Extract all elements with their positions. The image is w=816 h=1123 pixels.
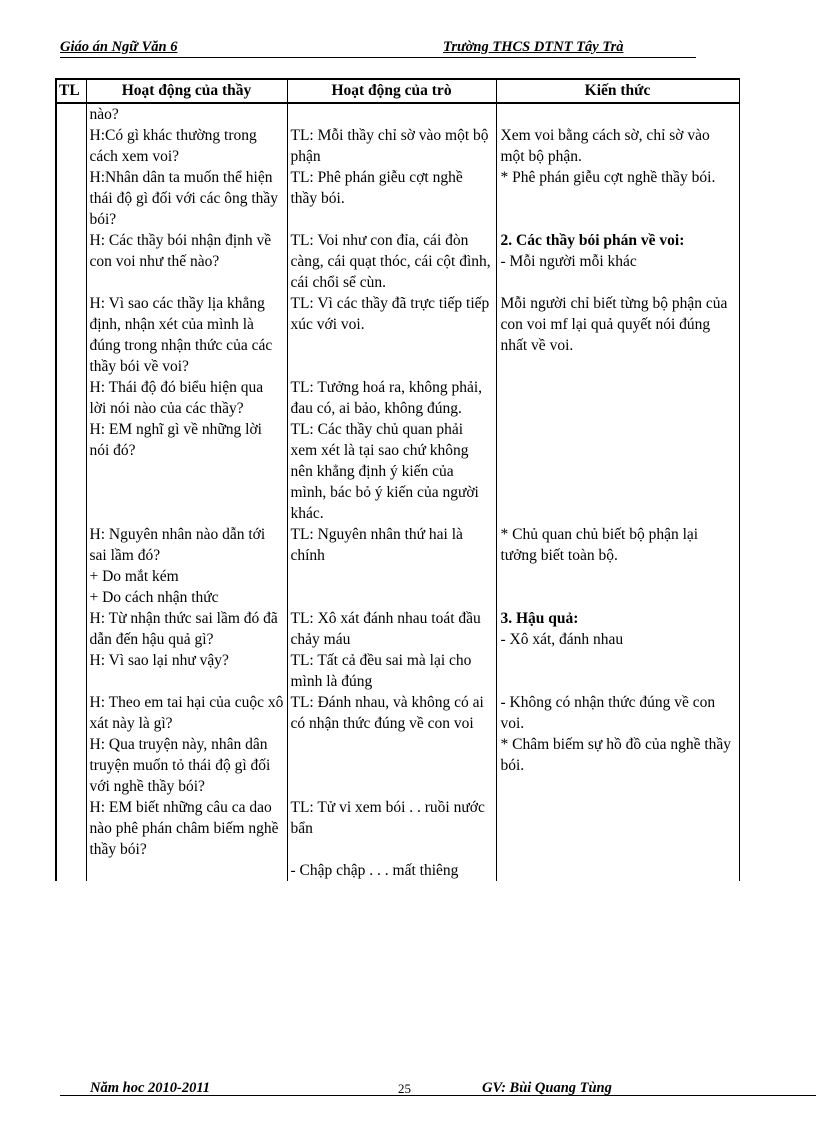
col-header-teacher: Hoạt động của thầy [86,79,287,103]
lesson-table [55,78,740,881]
cell-knowledge [496,230,739,293]
cell-student: TL: Voi như con đỉa, cái đòn càng, cái quạt thóc, cái cột đình, cái chổi sể cùn. [287,230,496,293]
cell-tl [56,103,86,230]
col-header-tl: TL [56,79,86,103]
cell-tl [56,608,86,650]
cell-tl [56,734,86,797]
cell-knowledge [496,377,739,524]
cell-teacher: H: Các thầy bói nhận định về con voi như thế nào? [86,230,287,293]
header-school: Trường THCS DTNT Tây Trà [443,39,624,55]
table-row [56,797,739,860]
cell-teacher: H: Nguyên nhân nào dẫn tới sai lầm đó? + Do mắt kém + Do cách nhận thức [86,524,287,608]
page-number: 25 [398,1081,411,1096]
cell-student [287,734,496,797]
cell-knowledge [496,692,739,734]
cell-teacher: H: Vì sao các thầy lịa khẳng định, nhận xét của mình là đúng trong nhận thức của các thầy bói về voi? [86,293,287,377]
cell-teacher [86,860,287,881]
cell-student: TL: Tử vi xem bói . . ruồi nước bẩn [287,797,496,860]
col-header-student: Hoạt động của trò [287,79,496,103]
knowledge-text: Xem voi bằng cách sờ, chỉ sờ vào một bộ phận. * Phê phán giễu cợt nghề thầy bói. [500,127,716,186]
table-header-row [56,79,739,103]
footer-rule [60,1095,816,1096]
cell-tl [56,230,86,293]
table-row [56,734,739,797]
cell-tl [56,797,86,860]
knowledge-text: - Không có nhận thức đúng về con voi. [500,694,719,732]
cell-teacher: H: EM biết những câu ca dao nào phê phán châm biếm nghề thầy bói? [86,797,287,860]
cell-teacher: nào? H:Có gì khác thường trong cách xem voi? H:Nhân dân ta muốn thể hiện thái độ gì đối với các ông thầy bói? [86,103,287,230]
table-body [56,103,739,881]
cell-knowledge [496,734,739,797]
cell-knowledge [496,797,739,860]
knowledge-heading: 2. Các thầy bói phán về voi: [500,232,685,249]
knowledge-text: - Xô xát, đánh nhau [500,631,624,648]
cell-knowledge [496,103,739,230]
cell-tl [56,293,86,377]
table-row [56,650,739,692]
cell-knowledge [496,293,739,377]
cell-student: TL: Xô xát đánh nhau toát đầu chảy máu [287,608,496,650]
cell-knowledge [496,860,739,881]
header-rule [60,57,696,58]
cell-knowledge [496,650,739,692]
knowledge-text: Mỗi người chỉ biết từng bộ phận của con voi mf lại quả quyết nói đúng nhất về voi. [500,295,732,354]
cell-student: - Chập chập . . . mất thiêng [287,860,496,881]
cell-teacher: H: Từ nhận thức sai lầm đó đã dẫn đến hậu quả gì? [86,608,287,650]
knowledge-text: - Mỗi người mỗi khác [500,253,637,270]
cell-tl [56,692,86,734]
cell-tl [56,524,86,608]
cell-student: TL: Tất cả đều sai mà lại cho mình là đúng [287,650,496,692]
cell-knowledge [496,608,739,650]
table-row [56,103,739,230]
cell-teacher: H: Qua truyện này, nhân dân truyện muốn tỏ thái độ gì đối với nghề thầy bói? [86,734,287,797]
cell-tl [56,860,86,881]
cell-student: TL: Tưởng hoá ra, không phải, đau có, ai bảo, không đúng. TL: Các thầy chủ quan phải xem xét là tại sao chứ không nên khẳng định ý kiến của mình, bác bỏ ý kiến của người khác. [287,377,496,524]
cell-teacher: H: Vì sao lại như vậy? [86,650,287,692]
cell-teacher: H: Thái độ đó biểu hiện qua lời nói nào của các thầy? H: EM nghĩ gì về những lời nói đó? [86,377,287,524]
table-row [56,524,739,608]
col-header-knowledge: Kiến thức [496,79,739,103]
cell-student: TL: Nguyên nhân thứ hai là chính [287,524,496,608]
cell-student: TL: Vì các thầy đã trực tiếp tiếp xúc với voi. [287,293,496,377]
cell-tl [56,650,86,692]
table-row [56,860,739,881]
cell-tl [56,377,86,524]
header-subject: Giáo án Ngữ Văn 6 [60,39,178,55]
footer-teacher: GV: Bùi Quang Tùng [482,1080,612,1096]
table-row [56,608,739,650]
table-row [56,692,739,734]
cell-student: TL: Đánh nhau, và không có ai có nhận thức đúng về con voi [287,692,496,734]
table-row [56,293,739,377]
knowledge-heading: 3. Hậu quả: [500,610,579,627]
knowledge-text: * Chủ quan chủ biết bộ phận lại tưởng biết toàn bộ. [500,526,702,564]
cell-teacher: H: Theo em tai hại của cuộc xô xát này là gì? [86,692,287,734]
cell-knowledge [496,524,739,608]
footer-year: Năm hoc 2010-2011 [90,1080,211,1096]
cell-student: TL: Mỗi thầy chỉ sờ vào một bộ phận TL: Phê phán giễu cợt nghề thầy bói. [287,103,496,230]
knowledge-text: * Châm biếm sự hồ đồ của nghề thầy bói. [500,736,735,774]
table-row [56,230,739,293]
table-row [56,377,739,524]
